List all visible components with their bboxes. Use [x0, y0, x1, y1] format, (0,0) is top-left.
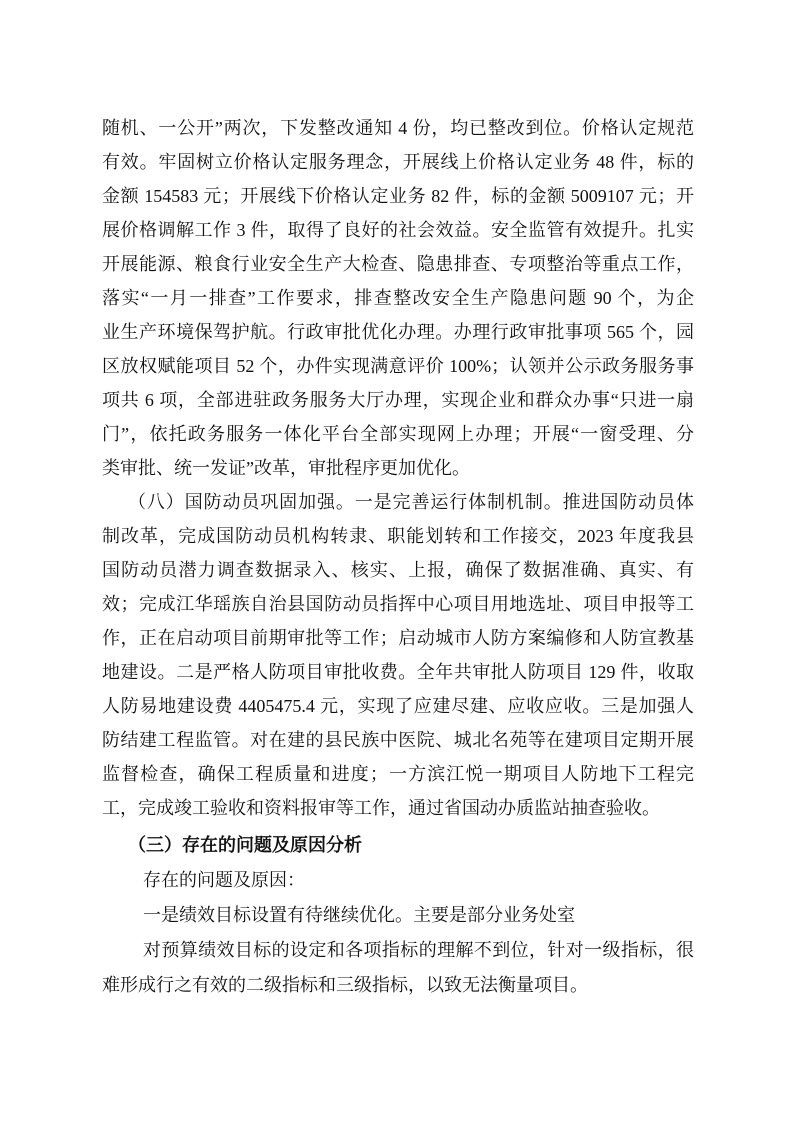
- body-text-line: 有效。牢固树立价格认定服务理念，开展线上价格认定业务 48 件，标的: [102, 152, 694, 172]
- body-text-line: 随机、一公开”两次，下发整改通知 4 份，均已整改到位。价格认定规范: [102, 118, 694, 138]
- body-text-line: 难形成行之有效的二级指标和三级指标，以致无法衡量项目。: [102, 975, 588, 995]
- problems-section: [102, 828, 694, 1003]
- body-text-line: 工，完成竣工验收和资料报审等工作，通过省国动办质监站抽查验收。: [102, 798, 660, 818]
- body-text-line: 业生产环境保驾护航。行政审批优化办理。办理行政审批事项 565 个，园: [102, 322, 694, 342]
- paragraph-problems-intro: [102, 863, 694, 898]
- body-text-line: 防结建工程监管。对在建的县民族中医院、城北名苑等在建项目定期开展: [102, 730, 694, 750]
- body-text-line: 金额 154583 元；开展线下价格认定业务 82 件，标的金额 5009107 元；开: [102, 186, 694, 206]
- body-text-line: 作，正在启动项目前期审批等工作；启动城市人防方案编修和人防宣教基: [102, 628, 694, 648]
- body-text-line: 效；完成江华瑶族自治县国防动员指挥中心项目用地选址、项目申报等工: [102, 594, 694, 614]
- paragraph-price-safety-approval: [102, 111, 694, 485]
- body-text-line: 展价格调解工作 3 件，取得了良好的社会效益。安全监管有效提升。扎实: [102, 220, 694, 240]
- body-text-line: 门”，依托政务服务一体化平台全部实现网上办理；开展“一窗受理、分: [102, 424, 694, 444]
- body-text-line: 人防易地建设费 4405475.4 元，实现了应建尽建、应收应收。三是加强人: [102, 696, 694, 716]
- paragraph-problem-one: [102, 898, 694, 933]
- body-text-line: 落实“一月一排查”工作要求，排查整改安全生产隐患问题 90 个，为企: [102, 288, 694, 308]
- body-text-line: （八）国防动员巩固加强。一是完善运行体制机制。推进国防动员体: [128, 492, 694, 512]
- body-text-line: 对预算绩效目标的设定和各项指标的理解不到位，针对一级指标，很: [143, 940, 694, 960]
- document-body: [102, 111, 694, 1003]
- paragraph-national-defense-mobilization: [102, 485, 694, 825]
- body-text-line: 区放权赋能项目 52 个，办件实现满意评价 100%；认领并公示政务服务事: [102, 356, 694, 376]
- paragraph-problem-detail: [102, 933, 694, 1003]
- body-text-line: 项共 6 项，全部进驻政务服务大厅办理，实现企业和群众办事“只进一扇: [102, 390, 694, 410]
- section-heading: （三）存在的问题及原因分析: [128, 835, 362, 855]
- body-text-line: 开展能源、粮食行业安全生产大检查、隐患排查、专项整治等重点工作，: [102, 254, 694, 274]
- body-text-line: 国防动员潜力调查数据录入、核实、上报，确保了数据准确、真实、有: [102, 560, 694, 580]
- body-text-line: 监督检查，确保工程质量和进度；一方滨江悦一期项目人防地下工程完: [102, 764, 694, 784]
- body-text-line: 一是绩效目标设置有待继续优化。主要是部分业务处室: [143, 905, 575, 925]
- body-text-line: 制改革，完成国防动员机构转隶、职能划转和工作接交，2023 年度我县: [102, 526, 694, 546]
- body-text-line: 地建设。二是严格人防项目审批收费。全年共审批人防项目 129 件，收取: [102, 662, 694, 682]
- body-text-line: 存在的问题及原因：: [143, 870, 305, 890]
- body-text-line: 类审批、统一发证”改革，审批程序更加优化。: [102, 458, 470, 478]
